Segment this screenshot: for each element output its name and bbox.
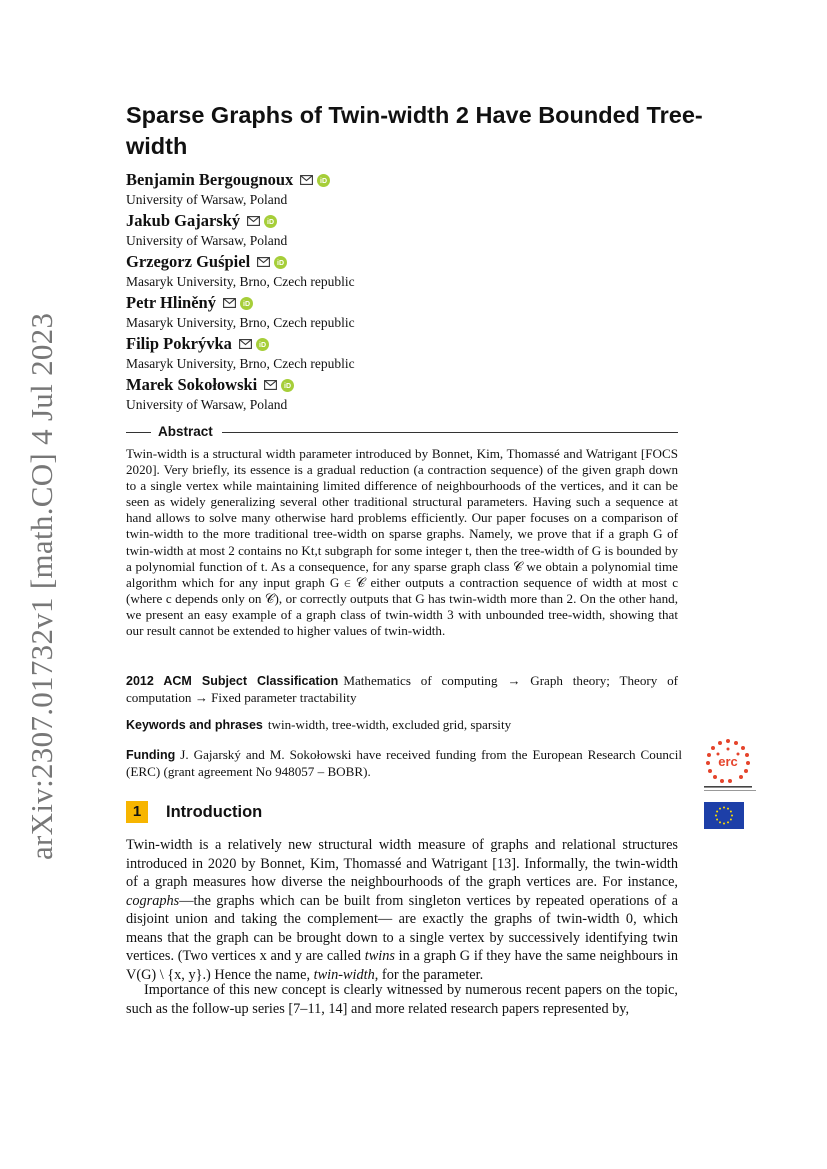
mail-icon[interactable]: [257, 257, 270, 267]
orcid-icon[interactable]: [281, 379, 294, 392]
eu-flag-logo: [704, 802, 744, 829]
author-affiliation: Masaryk University, Brno, Czech republic: [126, 356, 355, 371]
author-entry: [126, 170, 330, 208]
author-entry: [126, 375, 294, 413]
keywords: [126, 717, 678, 734]
author-affiliation: University of Warsaw, Poland: [126, 397, 288, 412]
arxiv-identifier: arXiv:2307.01732v1 [math.CO] 4 Jul 2023: [24, 312, 59, 860]
author-entry: [126, 211, 287, 249]
author-entry: [126, 293, 355, 331]
mail-icon[interactable]: [239, 339, 252, 349]
intro-paragraph: Importance of this new concept is clearly witnessed by numerous recent papers on the topic, such as the follow-up series [7–11, 14] and more related research papers represented by,: [126, 982, 678, 1017]
abstract-heading: Abstract: [158, 424, 213, 439]
author-entry: [126, 252, 355, 290]
mail-icon[interactable]: [300, 175, 313, 185]
author-name: Jakub Gajarský: [126, 211, 241, 230]
orcid-icon[interactable]: [240, 297, 253, 310]
svg-text:iD: iD: [242, 300, 250, 308]
intro-paragraph: Twin-width is a relatively new structural width measure of graphs and relational structures introduced in 2020 by Bonnet, Kim, Thomassé and Watrigant [13]. Informally, the twin-width of a graph measures how diverse the neighbourhoods of the graph vertices are. For instance, cographs—the graphs which can be built from singleton vertices by repeated operations of a disjoint union and taking the complement— are exactly the graphs of twin-width 0, which means that the graph can be brought down to a single vertex by successively identifying twin vertices. (Two vertices x and y are called twins in a graph G if they have the same neighbours in V(G) \ {x, y}.) Hence the name, twin-width, for the parameter.: [126, 837, 678, 983]
keywords-label: Keywords and phrases: [126, 718, 263, 732]
erc-logo: [700, 737, 756, 793]
acm-classification: [126, 673, 678, 706]
erc-logo-text: erc: [718, 754, 738, 769]
svg-text:iD: iD: [267, 218, 275, 226]
svg-text:iD: iD: [284, 382, 292, 390]
orcid-icon[interactable]: [317, 174, 330, 187]
author-name: Filip Pokrývka: [126, 334, 232, 353]
paper-title: Sparse Graphs of Twin-width 2 Have Bounded Tree-width: [126, 102, 703, 159]
svg-text:iD: iD: [258, 341, 266, 349]
author-affiliation: Masaryk University, Brno, Czech republic: [126, 274, 355, 289]
author-name: Marek Sokołowski: [126, 375, 258, 394]
section-title: Introduction: [166, 803, 263, 821]
funding: [126, 747, 682, 780]
author-name: Grzegorz Guśpiel: [126, 252, 251, 271]
mail-icon[interactable]: [247, 216, 260, 226]
author-entry: [126, 334, 355, 372]
author-affiliation: University of Warsaw, Poland: [126, 233, 288, 248]
orcid-icon[interactable]: [264, 215, 277, 228]
author-affiliation: Masaryk University, Brno, Czech republic: [126, 315, 355, 330]
svg-text:iD: iD: [320, 177, 328, 185]
svg-text:iD: iD: [277, 259, 285, 267]
funding-text: J. Gajarský and M. Sokołowski have received funding from the European Research Council (ERC) (grant agreement No 948057 – BOBR).: [126, 747, 682, 779]
orcid-icon[interactable]: [274, 256, 287, 269]
keywords-text: twin-width, tree-width, excluded grid, sparsity: [267, 717, 512, 732]
orcid-icon[interactable]: [256, 338, 269, 351]
section-number: 1: [126, 801, 148, 823]
mail-icon[interactable]: [264, 380, 277, 390]
abstract-text: Twin-width is a structural width parameter introduced by Bonnet, Kim, Thomassé and Watrigant [FOCS 2020]. Very briefly, its essence is a gradual reduction (a contraction sequence) of the given graph down to a single vertex while maintaining limited difference of neighbourhoods of the vertices, and it can be seen as widely generalizing several other traditional structural parameters. Having such a sequence at hand allows to solve many otherwise hard problems efficiently. Our paper focuses on a comparison of twin-width to the more traditional tree-width on sparse graphs. Namely, we prove that if a graph G of twin-width at most 2 contains no Kt,t subgraph for some integer t, then the tree-width of G is bounded by a polynomial function of t. As a consequence, for any sparse graph class 𝒞 we obtain a polynomial time algorithm which for any input graph G ∈ 𝒞 either outputs a contraction sequence of width at most c (where c depends only on 𝒞), or correctly outputs that G has twin-width more than 2. On the other hand, we present an easy example of a graph class of twin-width 3 with unbounded tree-width, showing that our result cannot be extended to higher values of twin-width.: [126, 446, 678, 639]
funding-label: Funding: [126, 748, 176, 762]
abstract-rule: [222, 432, 678, 433]
abstract-rule: [126, 432, 151, 433]
author-name: Petr Hliněný: [126, 293, 216, 312]
acm-text: Mathematics of computing → Graph theory; Theory of computation → Fixed parameter tractability: [126, 673, 679, 705]
author-name: Benjamin Bergougnoux: [126, 170, 294, 189]
mail-icon[interactable]: [223, 298, 236, 308]
author-affiliation: University of Warsaw, Poland: [126, 192, 288, 207]
acm-label: 2012 ACM Subject Classification: [126, 674, 339, 688]
